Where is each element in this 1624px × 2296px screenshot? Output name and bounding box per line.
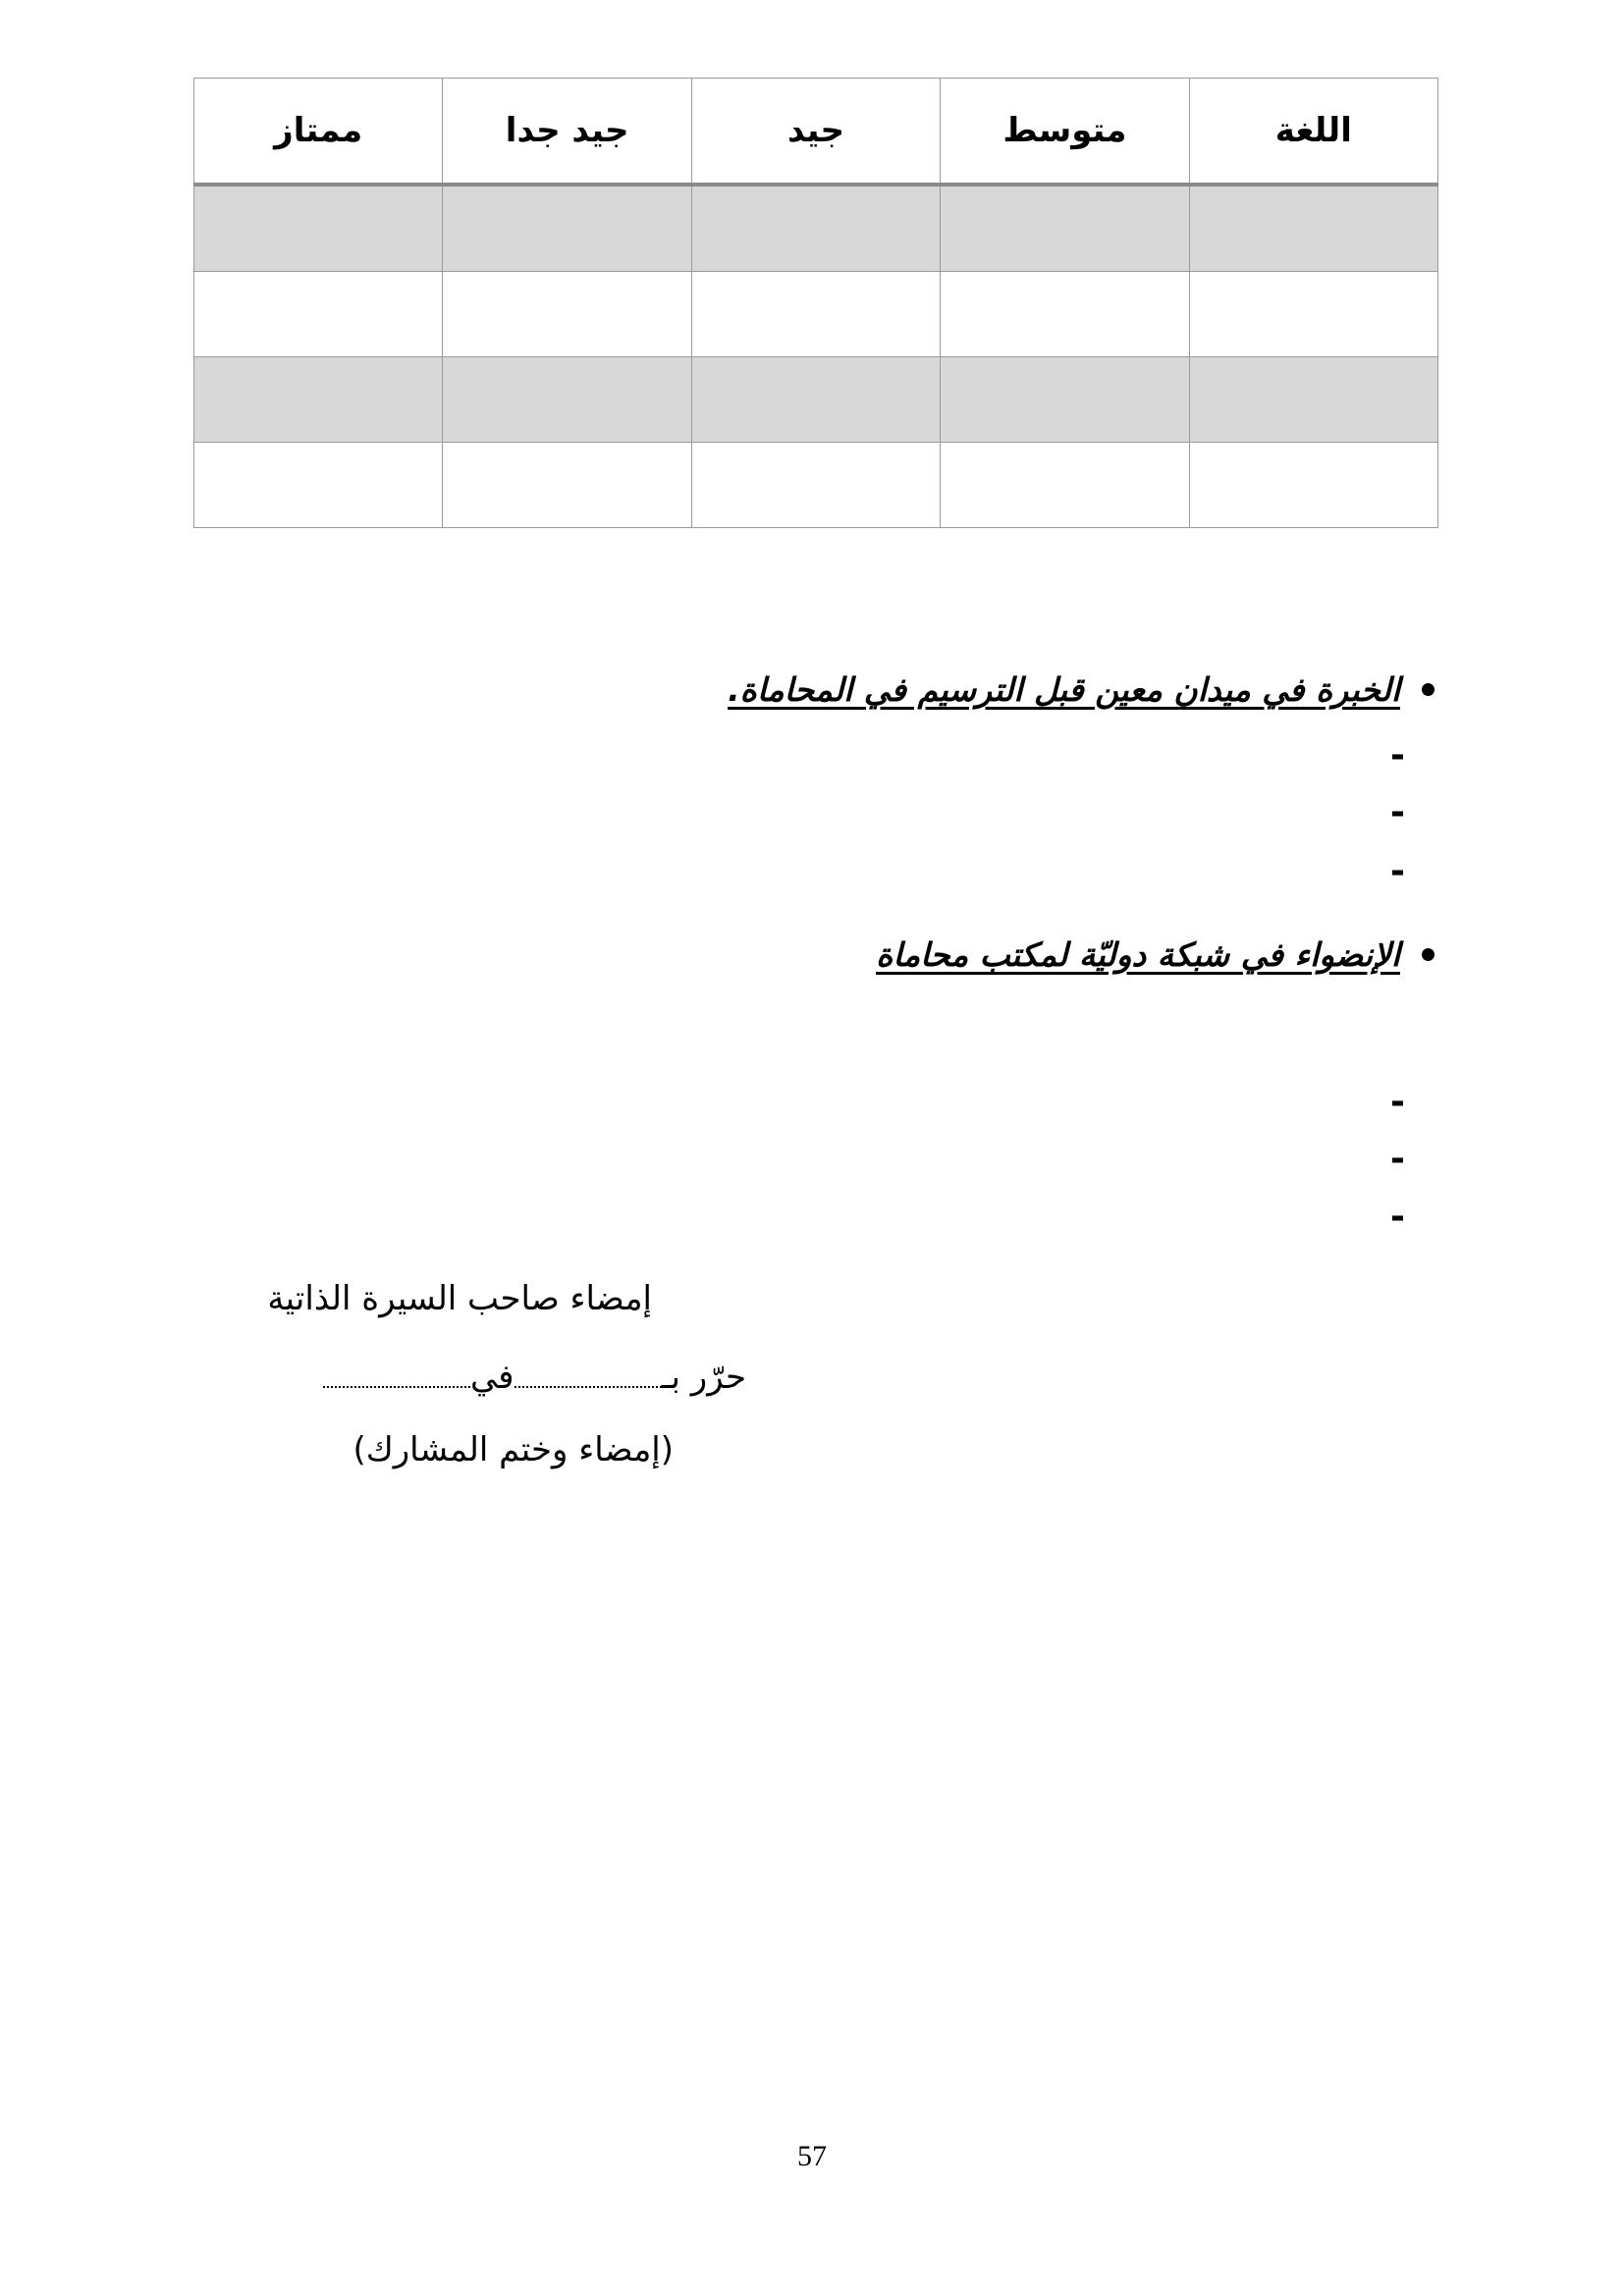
table-header-row xyxy=(194,79,1438,186)
table-cell[interactable] xyxy=(941,272,1189,357)
network-heading-text: الإنضواء في شبكة دوليّة لمكتب محاماة xyxy=(876,935,1400,974)
experience-heading xyxy=(728,670,1435,709)
table-cell[interactable] xyxy=(691,443,940,528)
table-row xyxy=(194,272,1438,357)
table-cell[interactable] xyxy=(691,357,940,443)
table-cell[interactable] xyxy=(691,185,940,272)
header-very-good: جيد جدا xyxy=(443,79,691,186)
table-cell[interactable] xyxy=(443,357,691,443)
experience-item: - xyxy=(1390,792,1405,832)
table-cell[interactable] xyxy=(941,357,1189,443)
table-cell[interactable] xyxy=(194,443,443,528)
table-row xyxy=(194,185,1438,272)
header-good: جيد xyxy=(691,79,940,186)
network-heading xyxy=(876,935,1435,974)
header-excellent: ممتاز xyxy=(194,79,443,186)
network-item: - xyxy=(1390,1082,1405,1122)
table-cell[interactable] xyxy=(691,272,940,357)
table-cell[interactable] xyxy=(194,185,443,272)
network-item: - xyxy=(1390,1197,1405,1237)
table-cell[interactable] xyxy=(443,185,691,272)
page-number: 57 xyxy=(797,2140,827,2172)
header-average: متوسط xyxy=(941,79,1189,186)
table-cell[interactable] xyxy=(1189,272,1437,357)
network-item: - xyxy=(1390,1139,1405,1179)
participant-signature-label: (إمضاء وختم المشارك) xyxy=(352,1430,674,1469)
table-cell[interactable] xyxy=(443,443,691,528)
table-cell[interactable] xyxy=(941,185,1189,272)
experience-item: - xyxy=(1390,851,1405,891)
table-cell[interactable] xyxy=(941,443,1189,528)
bullet-icon xyxy=(1422,948,1435,961)
date-field[interactable] xyxy=(323,1362,470,1388)
place-field[interactable] xyxy=(514,1362,662,1388)
header-language: اللغة xyxy=(1189,79,1437,186)
experience-heading-text: الخبرة في ميدان معين قبل الترسيم في المحاماة. xyxy=(728,670,1400,709)
table-row xyxy=(194,357,1438,443)
table-cell[interactable] xyxy=(194,272,443,357)
table-row xyxy=(194,443,1438,528)
experience-item: - xyxy=(1390,735,1405,775)
place-date-line xyxy=(323,1358,746,1397)
table-cell[interactable] xyxy=(1189,357,1437,443)
cv-owner-signature-label: إمضاء صاحب السيرة الذاتية xyxy=(267,1279,652,1318)
table-cell[interactable] xyxy=(1189,443,1437,528)
on-date-label: في xyxy=(469,1358,514,1397)
written-at-label: حرّر بـ xyxy=(661,1358,746,1397)
table-cell[interactable] xyxy=(443,272,691,357)
table-cell[interactable] xyxy=(1189,185,1437,272)
bullet-icon xyxy=(1422,683,1435,696)
table-cell[interactable] xyxy=(194,357,443,443)
language-table xyxy=(193,78,1438,528)
